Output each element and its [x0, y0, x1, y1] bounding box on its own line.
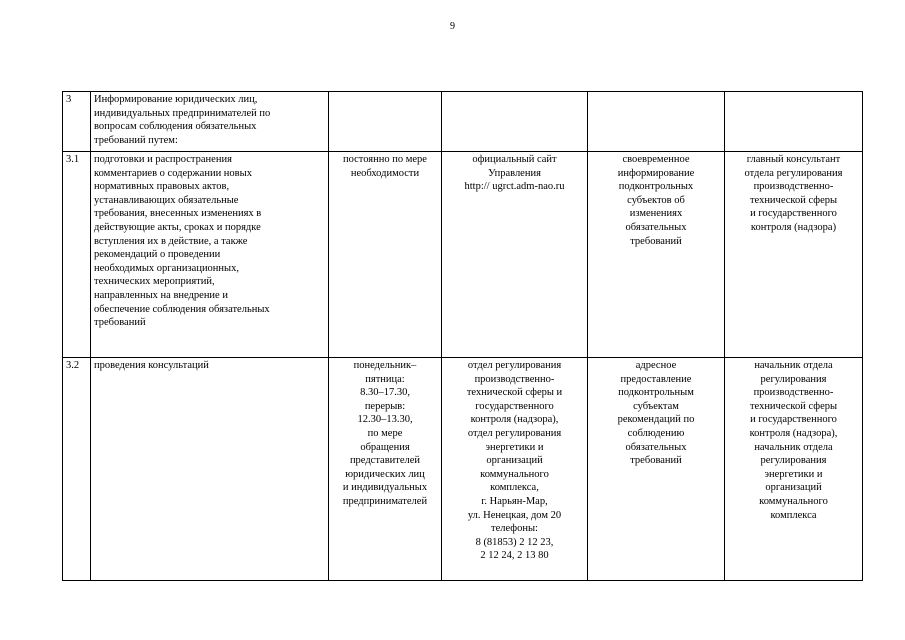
timing-cell	[329, 358, 442, 581]
cell-line: требований	[630, 235, 682, 247]
responsible-cell	[725, 92, 863, 152]
timing-cell	[329, 152, 442, 358]
cell-line: вступления их в действие, а также	[94, 235, 248, 247]
cell-line: регулирования	[760, 455, 827, 467]
channel-cell	[442, 152, 588, 358]
cell-line: представителей	[349, 455, 421, 467]
cell-line: обращения	[360, 441, 410, 453]
responsible-cell	[725, 152, 863, 358]
cell-line: организаций	[486, 455, 543, 467]
cell-line: и индивидуальных	[342, 482, 428, 494]
cell-line: http:// ugrct.adm-nao.ru	[464, 181, 565, 193]
cell-line: требований	[94, 317, 146, 329]
cell-line: обязательных	[625, 441, 687, 453]
cell-line: технической сферы	[749, 400, 838, 412]
cell-line: комментариев о содержании новых	[94, 167, 252, 179]
cell-line: энергетики и	[485, 441, 544, 453]
cell-line: телефоны:	[491, 523, 538, 535]
description-cell	[91, 152, 329, 358]
cell-line: требований путем:	[94, 134, 178, 146]
cell-line: коммунального	[759, 495, 828, 507]
cell-line: государственного	[475, 400, 554, 412]
cell-line: постоянно по мере	[343, 154, 427, 165]
cell-line: адресное	[635, 360, 677, 371]
table-row	[63, 92, 863, 152]
cell-line: энергетики и	[764, 468, 823, 480]
cell-line: 8.30–17.30,	[360, 387, 410, 399]
cell-line: контроля (надзора)	[750, 221, 837, 233]
cell-line: предоставление	[620, 373, 692, 385]
page-number: 9	[450, 21, 455, 32]
cell-line: Управления	[488, 167, 541, 179]
description-cell	[91, 92, 329, 152]
result-cell	[588, 358, 725, 581]
cell-line: обеспечение соблюдения обязательных	[94, 303, 270, 315]
cell-line: по мере	[367, 427, 403, 439]
cell-line: и государственного	[750, 208, 837, 220]
cell-line: подконтрольным	[618, 387, 694, 399]
cell-line: контроля (надзора),	[749, 427, 838, 439]
cell-line: требований	[630, 455, 682, 467]
cell-line: технических мероприятий,	[94, 276, 215, 288]
result-cell	[588, 152, 725, 358]
channel-cell	[442, 358, 588, 581]
description-cell	[91, 358, 329, 581]
cell-line: комплекса	[770, 509, 817, 521]
cell-line: 12.30–13.30,	[357, 414, 413, 426]
cell-line: необходимых организационных,	[94, 262, 239, 274]
result-cell	[588, 92, 725, 152]
cell-line: и государственного	[750, 414, 837, 426]
measures-table	[62, 91, 863, 581]
table-row	[63, 358, 863, 581]
row-number-cell: 3	[63, 92, 91, 152]
cell-line: индивидуальных предпринимателей по	[94, 107, 271, 119]
cell-line: предпринимателей	[342, 495, 428, 507]
cell-line: информирование	[617, 167, 695, 179]
cell-line: требования, внесенных изменениях в	[94, 208, 262, 220]
cell-line: организаций	[765, 482, 822, 494]
cell-line: субъектам	[633, 400, 679, 412]
cell-line: начальник отдела	[754, 360, 833, 371]
cell-line: контроля (надзора),	[470, 414, 559, 426]
cell-line: пятница:	[365, 373, 405, 385]
cell-line: проведения консультаций	[94, 360, 209, 371]
cell-line: комплекса,	[490, 482, 539, 494]
cell-line: действующие акты, сроках и порядке	[94, 221, 261, 233]
cell-line: ул. Ненецкая, дом 20	[467, 509, 562, 521]
cell-line: необходимости	[350, 167, 420, 179]
cell-line: изменениях	[629, 208, 683, 220]
cell-line: юридических лиц	[345, 468, 425, 480]
row-number-cell: 3.1	[63, 152, 91, 358]
cell-line: 2 12 24, 2 13 80	[480, 550, 549, 562]
cell-line: своевременное	[622, 154, 690, 165]
cell-line: официальный сайт	[472, 154, 557, 165]
cell-line: направленных на внедрение и	[94, 289, 228, 301]
cell-line: субъектов об	[627, 194, 685, 206]
cell-line: подконтрольных	[618, 181, 694, 193]
row-number-cell: 3.2	[63, 358, 91, 581]
cell-line: рекомендаций о проведении	[94, 249, 221, 261]
cell-line: производственно-	[474, 373, 555, 385]
cell-line: технической сферы и	[466, 387, 563, 399]
cell-line: регулирования	[760, 373, 827, 385]
cell-line: технической сферы	[749, 194, 838, 206]
cell-line: производственно-	[753, 181, 834, 193]
cell-line: обязательных	[625, 221, 687, 233]
cell-line: рекомендаций по	[617, 414, 695, 426]
channel-cell	[442, 92, 588, 152]
cell-line: отдела регулирования	[744, 167, 843, 179]
table-row	[63, 152, 863, 358]
cell-line: Информирование юридических лиц,	[94, 94, 258, 105]
cell-line: отдел регулирования	[467, 427, 562, 439]
cell-line: вопросам соблюдения обязательных	[94, 121, 257, 133]
responsible-cell	[725, 358, 863, 581]
cell-line: подготовки и распространения	[94, 154, 232, 165]
cell-line: понедельник–	[353, 360, 417, 371]
cell-line: главный консультант	[746, 154, 841, 165]
cell-line: коммунального	[480, 468, 549, 480]
cell-line: отдел регулирования	[467, 360, 562, 371]
cell-line: соблюдению	[627, 427, 685, 439]
cell-line: г. Нарьян-Мар,	[481, 495, 548, 507]
cell-line: производственно-	[753, 387, 834, 399]
cell-line: перерыв:	[364, 400, 406, 412]
timing-cell	[329, 92, 442, 152]
cell-line: нормативных правовых актов,	[94, 181, 230, 193]
cell-line: начальник отдела	[754, 441, 833, 453]
cell-line: устанавливающих обязательные	[94, 194, 239, 206]
cell-line: 8 (81853) 2 12 23,	[475, 536, 554, 548]
